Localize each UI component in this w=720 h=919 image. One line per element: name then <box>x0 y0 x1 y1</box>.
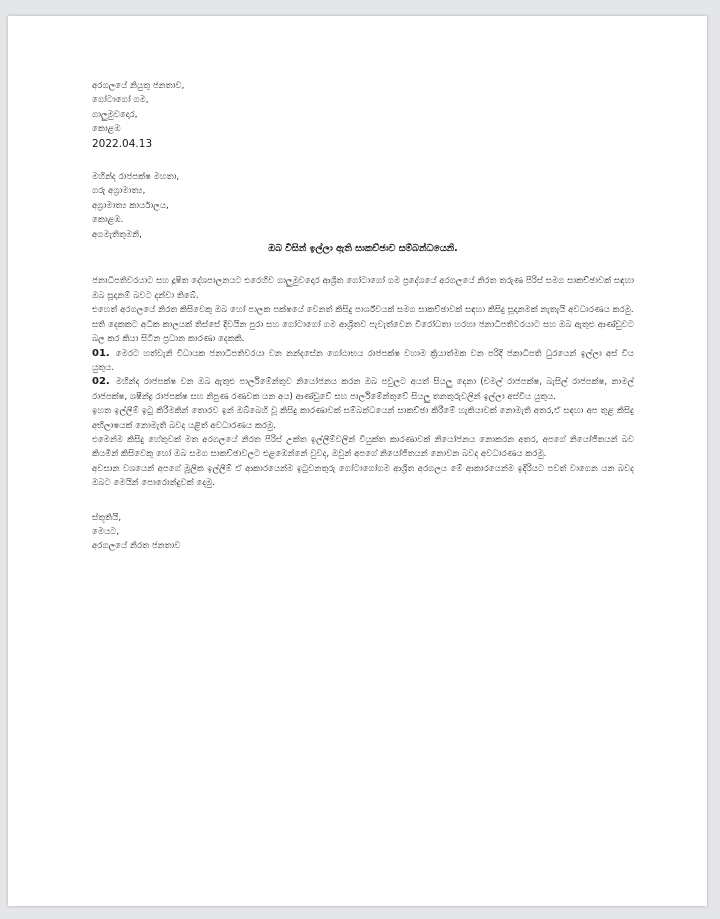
sender-address <box>92 79 634 137</box>
intro-sentence: එහෙත් අරගලයේ නිරත කිසිවෙකු ඔබ හෝ පාලක පක්ෂයේ වෙනත් කිසිදු පාර්ශ්වයක් සමග සාකච්ඡාවක් සඳහා කිසිදු සූදානමක් නැතැයි අවධාරණය කරමු. <box>92 305 634 316</box>
sender-line: අරගලයේ නියුතු ජනතාව, <box>92 81 185 91</box>
sender-line: ගාලුමුවදොර, <box>92 109 138 120</box>
demand-item <box>92 347 634 376</box>
recipient-line: මහින්ද රාජපක්ෂ මහතා, <box>92 172 180 183</box>
document-page <box>8 16 707 906</box>
demand-item <box>92 375 634 404</box>
recipient-line: අග්‍රාමාත්‍ය කාර්යාලය, <box>92 200 169 211</box>
letter-subject: ඔබ විසින් ඉල්ලා ඇති සාකච්ඡාව සම්බන්ධයෙනි. <box>268 243 458 255</box>
closing-line: මෙයට, <box>92 526 120 537</box>
recipient-address <box>92 170 634 228</box>
body-paragraph: එමෙන්ම කිසිදු හේතුවක් මත අරගලයේ නිරත පිරිස් උක්ත ඉල්ලීම්වලින් වියුක්ත කාරණාවක් නියෝජනය නොකරන අතර, අපගේ නියෝජිතයන් බව කියමින් කිසිවෙකු හෝ ඔබ සමග සාකච්ඡාවලට එළඹෙන්නේ වුවද, ඔවුන් අපගේ නියෝජිතයන් නොවන බවද අවධාරණය කරමු. <box>92 434 634 460</box>
intro-sentence: සති දෙකකට අධික කාලයක් තිස්සේ දිවයින පුරා සහ ගෝටාගෝ ගම ආශ්‍රිතව පැවැත්වෙන විරෝධතා හරහා ජනාධිපතිවරයාට සහ ඔබ ඇතුළු ආණ්ඩුවට බල කර කියා සිටින ප්‍රධාන කාරණා දෙකකි. <box>92 319 634 345</box>
intro-paragraph <box>92 274 634 346</box>
closing-line: ස්තූතියි, <box>92 512 122 523</box>
salutation: අගමැතිතුමනි, <box>92 229 142 240</box>
intro-sentence: ජනාධිපතිවරයාට සහ දූෂිත දේශපාලනයට එරෙහිව ගාලුමුවදොර ආශ්‍රිත ගෝටාගෝ ගම ප්‍රදේශයේ අරගලයේ නිරත තරුණ පිරිස් සමග සාකච්ඡාවක් සඳහා ඔබ සූදානම් බවට දන්වා තිබේ. <box>92 276 634 301</box>
body-paragraph: අවසාන වශයෙන් අපගේ මූලික ඉල්ලීම් ඒ ආකාරයෙන්ම ඉටුවනතුරු ගෝටාගෝගම ආශ්‍රිත අරගලය මේ ආකාරයෙන්ම ඉදිරියට පවත් වාගෙන යන බවද ඔබට මෙයින් පොරොන්දුවක් දෙමු. <box>92 463 634 489</box>
letter-body <box>92 79 634 554</box>
sender-line: කොළඹ <box>92 124 121 135</box>
recipient-line: කොළඹ. <box>92 215 124 226</box>
demand-text: මහින්ද රාජපක්ෂ වන ඔබ ඇතුළු පාර්ලිමේන්තුව නියෝජනය කරන ඔබ පවුලට අයත් සියලු දෙනා (චමල් රාජපක්ෂ, බැසිල් රාජපක්ෂ, නාමල් රාජපක්ෂ, ශෂීන්ද්‍ර රාජපක්ෂ සහ නිපුණ රණවක යන අය) ආණ්ඩුවේ සහ පාර්ලිමේන්තුවේ සියලු තනතුරුවලින් ඉල්ලා අස්විය යුතුය. <box>92 377 634 402</box>
letter-date: 2022.04.13 <box>92 137 153 150</box>
closing-block <box>92 511 634 554</box>
demand-number: 02. <box>92 376 110 388</box>
sender-line: ගෝටාගෝ ගම, <box>92 95 149 106</box>
recipient-line: ගරු අග්‍රාමාත්‍ය, <box>92 186 146 197</box>
demand-text: මෙරට හත්වැනි විධායක ජනාධිපතිවරයා වන නන්දසේන ගෝඨාභය රාජපක්ෂ වහාම ක්‍රියාත්මක වන පරිදි ජනාධිපති ධුරයෙන් ඉල්ලා අස් විය යුතුය. <box>92 348 634 373</box>
demand-number: 01. <box>92 347 110 359</box>
closing-line: අරගලයේ නිරත ජනතාව <box>92 541 181 552</box>
body-paragraph: ඉහත ඉල්ලීම් ඉටු කිරීමකින් තොරව ඉන් ඔබ්බෙහි වූ කිසිදු කාරණාවක් සම්බන්ධයෙන් සාකච්ඡා කිරීමේ හැකියාවක් නොමැති අතර,ඒ සඳහා අප තුළ කිසිදු අභිලාෂයක් නොමැති බවද යළිත් අවධාරණය කරමු. <box>92 406 634 431</box>
